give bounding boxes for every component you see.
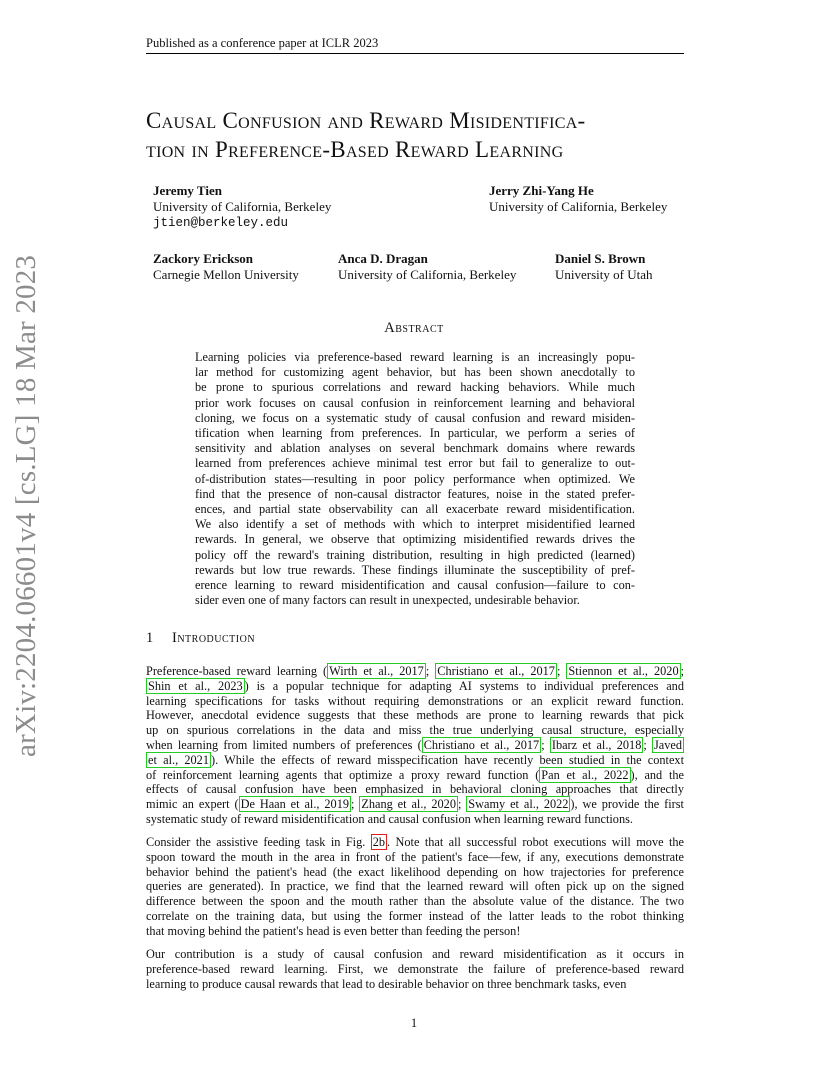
text-run: . Note that all successful robot executions will move the — [387, 835, 684, 849]
paper-title — [146, 106, 706, 164]
arxiv-identifier: arXiv:2204.06601v4 [cs.LG] 18 Mar 2023 — [10, 254, 42, 757]
text-run: correlate on the training data, but using the former instead of the latter leads to the robot thinking — [146, 908, 684, 923]
text-line — [146, 694, 684, 709]
abstract-line: cloning, we focus on a systematic study of causal confusion and reward misiden- — [195, 410, 635, 425]
running-header: Published as a conference paper at ICLR 2023 — [146, 36, 379, 50]
text-line — [146, 753, 684, 768]
text-line — [146, 909, 684, 924]
text-line — [146, 924, 684, 939]
citation-link[interactable]: Christiano et al., 2017 — [437, 664, 555, 678]
text-run: when learning from limited numbers of preferences ( — [146, 737, 422, 752]
text-run: ; — [680, 664, 685, 678]
text-line — [146, 879, 684, 894]
citation-link[interactable]: Javed — [654, 737, 683, 752]
abstract-heading: Abstract — [384, 320, 444, 336]
text-line — [146, 835, 684, 850]
abstract-line: sider even one of many factors can result in unexpected, undesirable behavior. — [195, 593, 580, 608]
text-line — [146, 977, 684, 992]
abstract-line: rewards but low true rewards. These findings illuminate the susceptibility of pref- — [195, 562, 635, 577]
text-line — [146, 768, 684, 783]
author-name: Anca D. Dragan — [338, 251, 428, 266]
citation-link[interactable]: Zhang et al., 2020 — [361, 797, 456, 812]
citation-link[interactable]: Stiennon et al., 2020 — [568, 664, 679, 678]
abstract-line: find that the presence of non-causal distractor features, noise in the stated prefer- — [195, 486, 635, 501]
text-run: Consider the assistive feeding task in Fig. — [146, 835, 371, 849]
text-run: queries are generated). In practice, we find that the learned reward will often pick up on the signed — [146, 879, 684, 894]
text-line — [146, 664, 684, 679]
text-run: learning specifications for tasks without requiring demonstrations or an explicit reward function. — [146, 693, 684, 708]
abstract-line: sensitivity and ablation analyses on several benchmark domains where rewards — [195, 441, 635, 456]
author-name: Daniel S. Brown — [555, 251, 646, 266]
text-line — [146, 962, 684, 977]
text-line — [146, 812, 684, 827]
text-run: ), and the — [630, 767, 684, 782]
citation-link[interactable]: Christiano et al., 2017 — [423, 737, 540, 752]
text-run: ; — [351, 797, 360, 812]
abstract-line: policy off the reward's training distribution, resulting in high predicted (learned) — [195, 547, 635, 562]
author-affiliation: University of California, Berkeley — [489, 199, 668, 214]
text-run: systematic study of reward misidentification and causal confusion when learning reward functions. — [146, 811, 633, 826]
author-block-1 — [153, 183, 331, 231]
section-title: Introduction — [172, 630, 256, 646]
abstract-line: We also identify a set of methods with which to interpret misidentified learned — [195, 517, 635, 532]
text-run: learning to produce causal rewards that lead to desirable behavior on three benchmark tasks, even — [146, 976, 627, 991]
author-name: Zackory Erickson — [153, 251, 254, 266]
abstract-line: erence learning to reward misidentification and causal confusion—failure to con- — [195, 578, 635, 593]
author-block-4 — [338, 251, 516, 283]
header-rule — [146, 53, 684, 54]
text-line — [146, 894, 684, 909]
text-run: Our contribution is a study of causal confusion and reward misidentification as it occurs in — [146, 947, 684, 961]
text-run: up on spurious correlations in the data and miss the true underlying causal structure, especially — [146, 723, 684, 738]
abstract-line: tification when learning from preferences. In particular, we perform a series of — [195, 426, 635, 441]
author-email[interactable]: jtien@berkeley.edu — [153, 216, 289, 230]
abstract-line: be prone to spurious correlations and reward hacking behaviors. While much — [195, 380, 635, 395]
text-run: preference-based reward learning. First, we demonstrate the failure of preference-based reward — [146, 961, 684, 976]
text-line — [146, 797, 684, 812]
text-run: However, anecdotal evidence suggests that these methods are prone to learning rewards that pick — [146, 708, 684, 723]
abstract-line: lar method for customizing agent behavior, but has been shown anecdotally to — [195, 365, 635, 380]
citation-link[interactable]: Pan et al., 2022 — [541, 767, 629, 782]
citation-link[interactable]: Swamy et al., 2022 — [468, 797, 569, 812]
author-name: Jeremy Tien — [153, 183, 222, 198]
author-block-2 — [489, 183, 667, 215]
citation-link[interactable]: Wirth et al., 2017 — [329, 664, 424, 678]
intro-paragraph-3 — [146, 947, 684, 991]
text-run: ; — [425, 664, 436, 678]
text-run: spoon toward the mouth in the area in front of the patient's face—few, if any, executions demonstrate — [146, 849, 684, 864]
author-block-5 — [555, 251, 652, 283]
text-line — [146, 708, 684, 723]
citation-link[interactable]: et al., 2021 — [148, 752, 209, 767]
abstract-line: Learning policies via preference-based reward learning is an increasingly popu- — [195, 350, 635, 364]
author-affiliation: University of Utah — [555, 267, 653, 282]
text-run: ). While the effects of reward misspecification have recently been studied in the context — [210, 752, 684, 767]
abstract-text — [195, 350, 635, 608]
text-run: ) is a popular technique for adapting AI systems to individual preferences and — [244, 678, 684, 693]
text-run: Preference-based reward learning ( — [146, 664, 328, 678]
author-affiliation: Carnegie Mellon University — [153, 267, 299, 282]
section-heading — [146, 630, 686, 647]
abstract-line: rewards. In general, we observe that optimizing misidentified rewards drives the — [195, 532, 635, 547]
text-line — [146, 865, 684, 880]
section-number: 1 — [146, 630, 154, 646]
intro-paragraph-2 — [146, 835, 684, 939]
citation-link[interactable]: Shin et al., 2023 — [148, 678, 243, 693]
text-run: ), we provide the first — [570, 797, 684, 812]
text-line — [146, 947, 684, 962]
figure-ref-link[interactable]: 2b — [372, 835, 386, 849]
text-line — [146, 738, 684, 753]
author-block-3 — [153, 251, 299, 283]
citation-link[interactable]: Ibarz et al., 2018 — [551, 737, 642, 752]
abstract-line: learned from preferences achieve minimal test error but fail to generalize to out- — [195, 456, 635, 471]
abstract-line: ences, and partial state observability can all exacerbate reward misidentification. — [195, 502, 635, 517]
text-line — [146, 723, 684, 738]
text-run: that moving behind the patient's head is even better than feeding the person! — [146, 923, 521, 938]
text-run: ; — [556, 664, 567, 678]
text-line — [146, 850, 684, 865]
author-affiliation: University of California, Berkeley — [338, 267, 517, 282]
text-run: behavior behind the patient's head (the exact likelihood depending on how trajectories for preference — [146, 864, 684, 879]
text-run: ; — [457, 797, 467, 812]
text-run: ; — [643, 737, 653, 752]
citation-link[interactable]: De Haan et al., 2019 — [240, 797, 349, 812]
title-line-1: Causal Confusion and Reward Misidentifica- — [146, 108, 586, 133]
title-line-2: tion in Preference-Based Reward Learning — [146, 137, 564, 162]
text-run: ; — [541, 737, 550, 752]
text-run: effects of causal confusion have been emphasized in behavioral cloning approaches that directly — [146, 782, 684, 797]
page-number: 1 — [410, 1016, 418, 1030]
intro-paragraph-1 — [146, 664, 684, 827]
text-run: difference between the spoon and the mouth rather than the absolute value of the distance. The two — [146, 894, 684, 909]
abstract-line: of-distribution states—resulting in poor policy performance when optimized. We — [195, 471, 635, 486]
author-affiliation: University of California, Berkeley — [153, 199, 332, 214]
text-run: mimic an expert ( — [146, 797, 239, 812]
abstract-line: prior work focuses on causal confusion in reinforcement learning and behavioral — [195, 395, 635, 410]
text-run: of reinforcement learning agents that optimize a proxy reward function ( — [146, 767, 540, 782]
author-name: Jerry Zhi-Yang He — [489, 183, 594, 198]
text-line — [146, 782, 684, 797]
text-line — [146, 679, 684, 694]
